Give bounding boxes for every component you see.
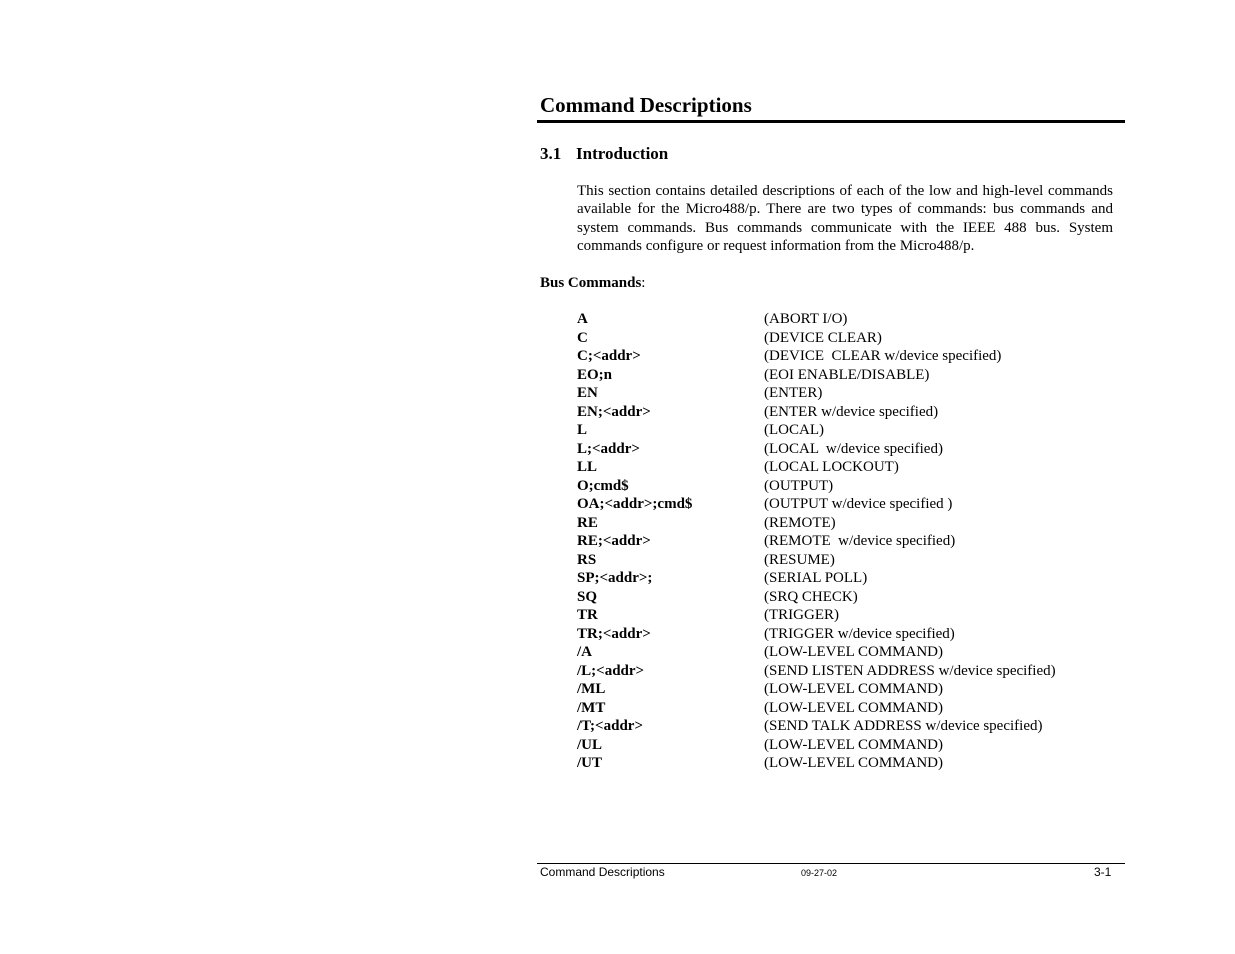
bus-command-row	[577, 532, 1117, 551]
command-description: (LOW-LEVEL COMMAND)	[764, 644, 943, 660]
footer-page-number: 3-1	[1094, 865, 1112, 879]
command-description: (OUTPUT)	[764, 477, 834, 494]
command-code: L;<addr>	[577, 440, 640, 457]
command-code: /L;<addr>	[577, 662, 645, 679]
bus-command-row	[577, 680, 1117, 699]
command-description: (ENTER)	[764, 385, 823, 401]
command-description: (RESUME)	[764, 551, 835, 568]
intro-paragraph: This section contains detailed descriptions of each of the low and high-level commands available for the Micro488/p. There are two types of commands: bus commands and system commands. Bus commands communicate with the IEEE 488 bus. System commands configure or request information from the Micro488/p.	[577, 183, 1113, 255]
bus-command-row	[577, 310, 1117, 329]
command-description: (REMOTE w/device specified)	[764, 533, 956, 549]
command-description: (LOW-LEVEL COMMAND)	[764, 736, 943, 753]
command-code: LL	[577, 459, 598, 475]
bus-command-row	[577, 754, 1117, 773]
command-description: (OUTPUT w/device specified )	[764, 496, 953, 512]
command-description: (SEND LISTEN ADDRESS w/device specified)	[764, 662, 1056, 679]
bus-command-row	[577, 495, 1117, 514]
command-code: SQ	[577, 588, 598, 605]
command-code: C;<addr>	[577, 348, 641, 364]
command-code: TR	[577, 607, 598, 623]
command-description: (LOW-LEVEL COMMAND)	[764, 681, 943, 697]
command-code: A	[577, 311, 588, 327]
bus-command-row	[577, 588, 1117, 607]
footer-chapter-title: Command Descriptions	[540, 865, 665, 879]
bus-command-row	[577, 699, 1117, 718]
command-description: (DEVICE CLEAR)	[764, 329, 882, 346]
command-code: /T;<addr>	[577, 718, 643, 734]
bus-commands-heading: Bus Commands	[540, 275, 642, 291]
command-description: (LOCAL w/device specified)	[764, 440, 943, 457]
command-description: (DEVICE CLEAR w/device specified)	[764, 348, 1002, 364]
command-description: (LOW-LEVEL COMMAND)	[764, 755, 943, 771]
command-description: (TRIGGER)	[764, 607, 839, 623]
footer-date: 09-27-02	[801, 868, 838, 878]
command-code: EN;<addr>	[577, 403, 651, 420]
bus-command-row	[577, 514, 1117, 533]
bus-command-row	[577, 477, 1117, 496]
command-code: /A	[577, 644, 592, 660]
bus-command-row	[577, 551, 1117, 570]
section-title: Introduction	[576, 144, 669, 163]
command-description: (TRIGGER w/device specified)	[764, 625, 955, 642]
bus-command-row	[577, 384, 1117, 403]
command-description: (LOCAL LOCKOUT)	[764, 459, 899, 475]
command-code: SP;<addr>;	[577, 570, 653, 586]
command-description: (LOW-LEVEL COMMAND)	[764, 699, 943, 716]
bus-command-row	[577, 625, 1117, 644]
bus-commands-label	[540, 274, 645, 292]
command-code: /ML	[577, 681, 606, 697]
bus-command-row	[577, 403, 1117, 422]
bus-command-row	[577, 717, 1117, 736]
bus-command-row	[577, 569, 1117, 588]
bus-command-row	[577, 662, 1117, 681]
bus-command-row	[577, 329, 1117, 348]
bus-command-list	[577, 310, 1117, 773]
bus-command-row	[577, 366, 1117, 385]
command-description: (ABORT I/O)	[764, 311, 848, 327]
command-description: (SRQ CHECK)	[764, 588, 858, 605]
bus-command-row	[577, 347, 1117, 366]
command-code: RS	[577, 551, 597, 568]
command-code: L	[577, 422, 588, 438]
bus-command-row	[577, 458, 1117, 477]
bus-command-row	[577, 736, 1117, 755]
section-heading	[540, 143, 668, 165]
command-code: OA;<addr>;cmd$	[577, 496, 693, 512]
command-code: EO;n	[577, 366, 613, 383]
command-description: (ENTER w/device specified)	[764, 403, 939, 420]
command-code: O;cmd$	[577, 477, 629, 494]
page-title: Command Descriptions	[540, 93, 752, 117]
command-description: (SERIAL POLL)	[764, 570, 868, 586]
command-description: (LOCAL)	[764, 422, 824, 438]
command-code: C	[577, 329, 588, 346]
command-code: /UL	[577, 736, 603, 753]
title-divider	[537, 120, 1125, 123]
command-code: /UT	[577, 755, 603, 771]
command-code: /MT	[577, 699, 606, 716]
bus-command-row	[577, 421, 1117, 440]
bus-command-row	[577, 643, 1117, 662]
bus-commands-colon: :	[641, 275, 646, 291]
command-code: RE;<addr>	[577, 533, 651, 549]
footer-divider	[537, 863, 1125, 864]
command-code: EN	[577, 385, 598, 401]
command-description: (EOI ENABLE/DISABLE)	[764, 366, 930, 383]
command-code: RE	[577, 514, 598, 531]
command-description: (SEND TALK ADDRESS w/device specified)	[764, 718, 1043, 734]
section-number: 3.1	[540, 144, 562, 163]
command-description: (REMOTE)	[764, 514, 836, 531]
bus-command-row	[577, 606, 1117, 625]
bus-command-row	[577, 440, 1117, 459]
command-code: TR;<addr>	[577, 625, 651, 642]
